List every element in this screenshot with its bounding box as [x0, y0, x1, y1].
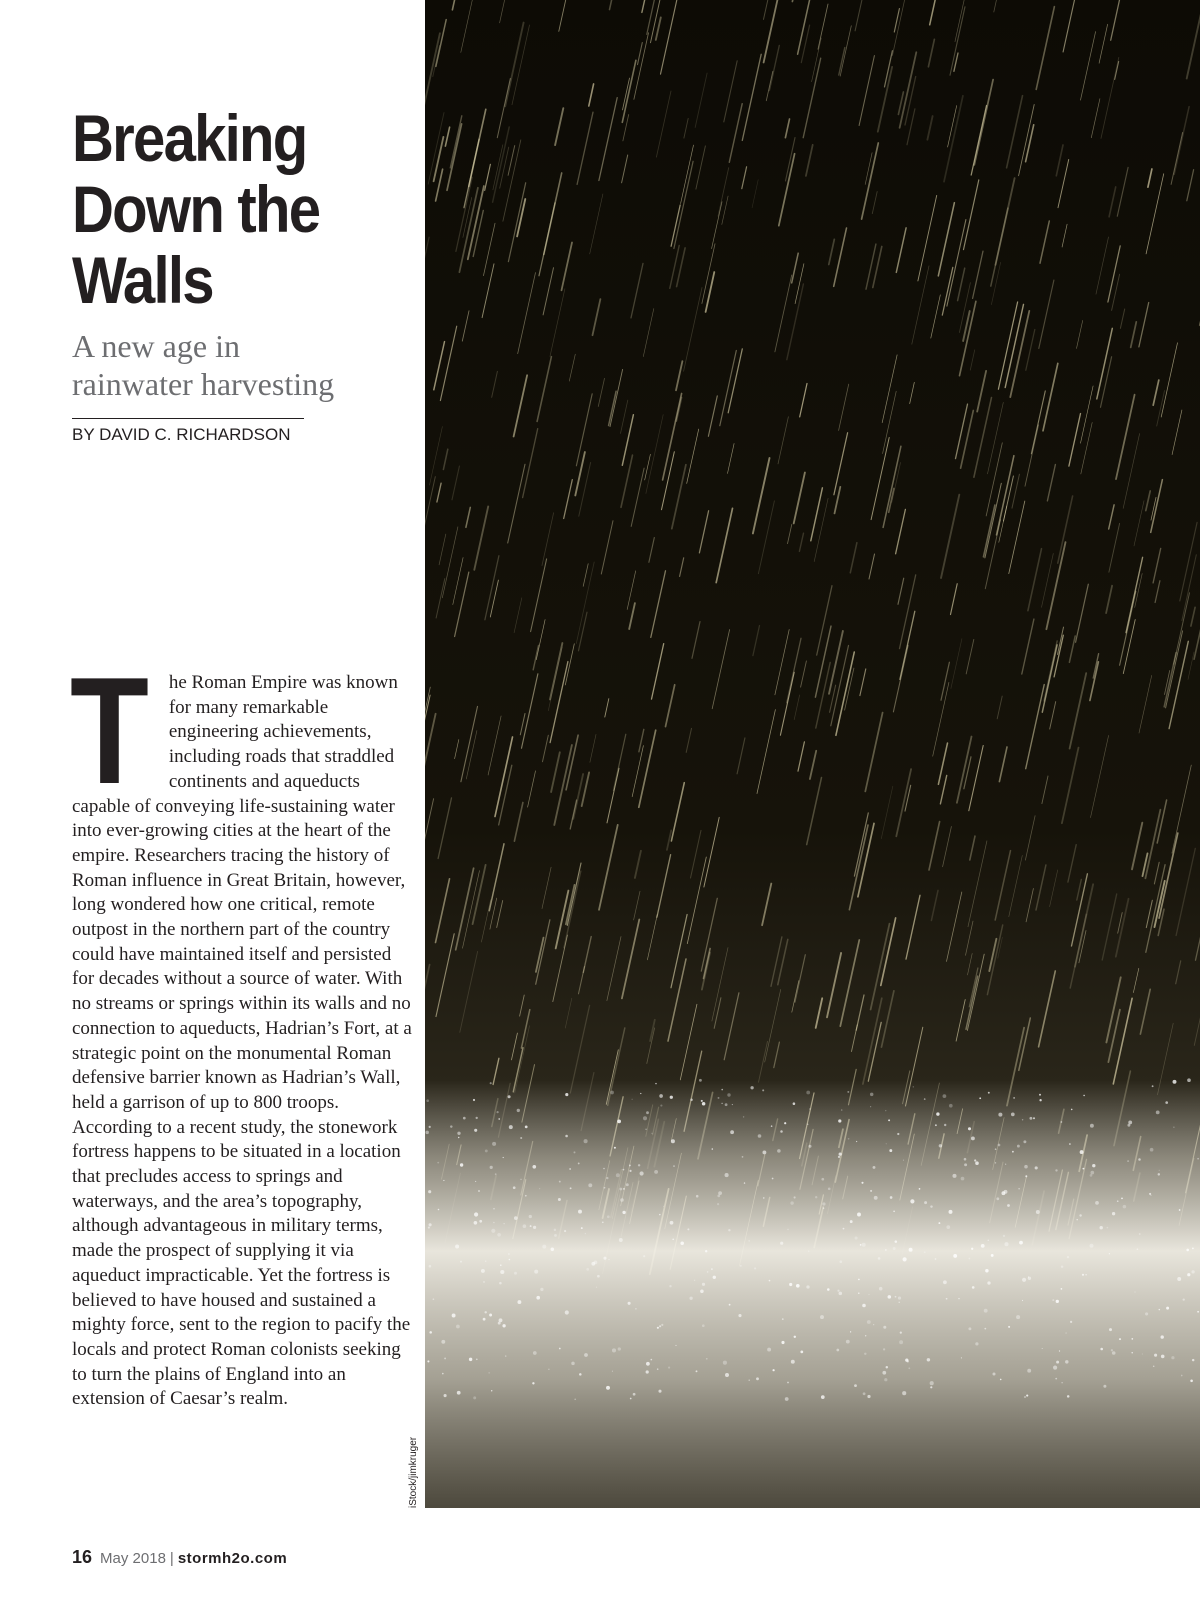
title-line: Down the	[72, 172, 320, 246]
page-number: 16	[72, 1547, 93, 1567]
byline-divider	[72, 418, 304, 419]
title-line: Breaking	[72, 101, 307, 175]
byline: BY DAVID C. RICHARDSON	[72, 425, 291, 444]
drop-cap: T	[70, 646, 149, 816]
title-line: Walls	[72, 243, 213, 317]
article-body	[70, 646, 417, 1412]
issue-date: May 2018	[100, 1550, 166, 1567]
rain-photo	[425, 0, 1200, 1508]
article-subtitle	[72, 327, 402, 403]
article-title	[72, 103, 371, 316]
photo-credit: iStock/jimkruger	[408, 1436, 419, 1508]
footer-separator: |	[169, 1550, 174, 1567]
site-url[interactable]: stormh2o.com	[177, 1550, 288, 1567]
page-footer	[72, 1546, 287, 1570]
subtitle-line: rainwater harvesting	[72, 366, 335, 402]
subtitle-line: A new age in	[72, 328, 240, 364]
article-body-text: he Roman Empire was known for many remarkable engineering achievements, including roads that straddled continents and aqueducts capable of conveying life-sustaining water into ever-growing cities at the heart of the empire. Researchers tracing the history of Roman influence in Great Britain, however, long wondered how one critical, remote outpost in the northern part of the country could have maintained itself and persisted for decades without a source of water. With no streams or springs within its walls and no connection to aqueducts, Hadrian’s Fort, at a strategic point on the monumental Roman defensive barrier known as Hadrian’s Wall, held a garrison of up to 800 troops. According to a recent study, the stonework fortress happens to be situated in a location that precludes access to springs and waterways, and the area’s topography, although advantageous in military terms, made the prospect of supplying it via aqueduct impracticable. Yet the fortress is believed to have housed and sustained a mighty force, sent to the region to pacify the locals and protect Roman colonists seeking to turn the plains of England into an extension of Caesar’s realm.	[72, 672, 412, 1410]
